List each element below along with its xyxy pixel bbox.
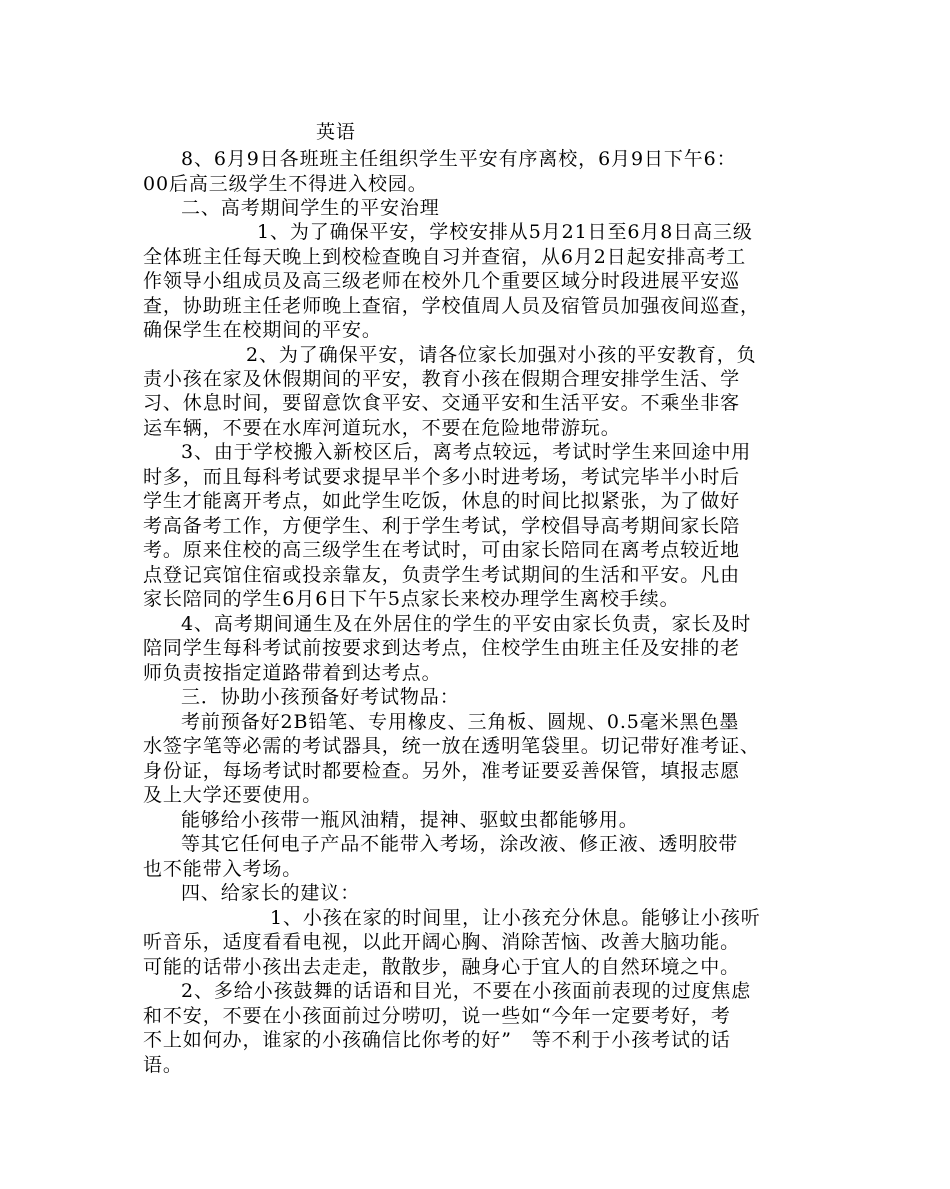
- text-line: 00后高三级学生不得进入校园。: [143, 173, 428, 195]
- text-line: 4、高考期间通生及在外居住的学生的平安由家长负责，家长及时: [181, 613, 752, 635]
- text-line: 等其它任何电子产品不能带入考场，涂改液、修正液、透明胶带: [181, 833, 739, 855]
- text-line: 责小孩在家及休假期间的平安，教育小孩在假期合理安排学生活、学: [143, 368, 741, 390]
- text-line: 2、多给小孩鼓舞的话语和目光，不要在小孩面前表现的过度焦虑: [181, 980, 752, 1002]
- text-line: 1、小孩在家的时间里，让小孩充分休息。能够让小孩听: [270, 907, 761, 929]
- text-line: 全体班主任每天晚上到校检查晚自习并查宿，从6月2日起安排高考工: [143, 246, 747, 268]
- text-line: 家长陪同的学生6月6日下午5点家长来校办理学生离校手续。: [143, 588, 680, 610]
- text-line: 1、为了确保平安，学校安排从5月21日至6月8日高三级: [257, 221, 753, 243]
- text-line: 运车辆，不要在水库河道玩水，不要在危险地带游玩。: [143, 417, 621, 439]
- text-line: 和不安，不要在小孩面前过分唠叨，说一些如“今年一定要考好，考: [143, 1005, 731, 1027]
- text-line: 可能的话带小孩出去走走，散散步，融身心于宜人的自然环境之中。: [143, 956, 741, 978]
- text-line: 学生才能离开考点，如此学生吃饭，休息的时间比拟紧张，为了做好: [143, 490, 741, 512]
- section-heading: 二、高考期间学生的平安治理: [181, 197, 440, 219]
- text-line: 不上如何办，谁家的小孩确信比你考的好” 等不利于小孩考试的话: [143, 1029, 731, 1051]
- text-line: 水签字笔等必需的考试器具，统一放在透明笔袋里。切记带好准考证、: [143, 735, 760, 757]
- text-line: 陪同学生每科考试前按要求到达考点，住校学生由班主任及安排的老: [143, 637, 741, 659]
- text-line: 作领导小组成员及高三级老师在校外几个重要区域分时段进展平安巡: [143, 270, 741, 292]
- text-line: 也不能带入考场。: [143, 858, 303, 880]
- text-line: 3、由于学校搬入新校区后，离考点较远，考试时学生来回途中用: [181, 441, 752, 463]
- text-line: 点登记宾馆住宿或投亲靠友，负责学生考试期间的生活和平安。凡由: [143, 564, 741, 586]
- text-line: 2、为了确保平安，请各位家长加强对小孩的平安教育，负: [246, 344, 757, 366]
- text-line: 语。: [143, 1054, 183, 1076]
- text-line: 能够给小孩带一瓶风油精，提神、驱蚊虫都能够用。: [181, 809, 639, 831]
- text-line: 8、6月9日各班班主任组织学生平安有序离校，6月9日下午6：: [181, 148, 737, 170]
- text-line: 考前预备好2B铅笔、专用橡皮、三角板、圆规、0.5毫米黑色墨: [181, 711, 740, 733]
- text-line: 考高备考工作，方便学生、利于学生考试，学校倡导高考期间家长陪: [143, 515, 741, 537]
- text-line: 考。原来住校的高三级学生在考试时，可由家长陪同在离考点较近地: [143, 539, 741, 561]
- text-line: 查，协助班主任老师晚上查宿，学校值周人员及宿管员加强夜间巡查，: [143, 295, 760, 317]
- text-line: 习、休息时间，要留意饮食平安、交通平安和生活平安。不乘坐非客: [143, 392, 741, 414]
- text-line: 时多，而且每科考试要求提早半个多小时进考场，考试完毕半小时后: [143, 466, 741, 488]
- text-line: 听音乐，适度看看电视，以此开阔心胸、消除苦恼、改善大脑功能。: [143, 931, 741, 953]
- text-line: 及上大学还要使用。: [143, 784, 323, 806]
- text-line: 身份证，每场考试时都要检查。另外，准考证要妥善保管，填报志愿: [143, 760, 741, 782]
- section-heading: 四、给家长的建议：: [181, 882, 361, 904]
- text-line: 确保学生在校期间的平安。: [143, 319, 382, 341]
- text-line: 师负责按指定道路带着到达考点。: [143, 662, 442, 684]
- section-heading: 三．协助小孩预备好考试物品：: [181, 686, 460, 708]
- text-line: 英语: [316, 121, 356, 143]
